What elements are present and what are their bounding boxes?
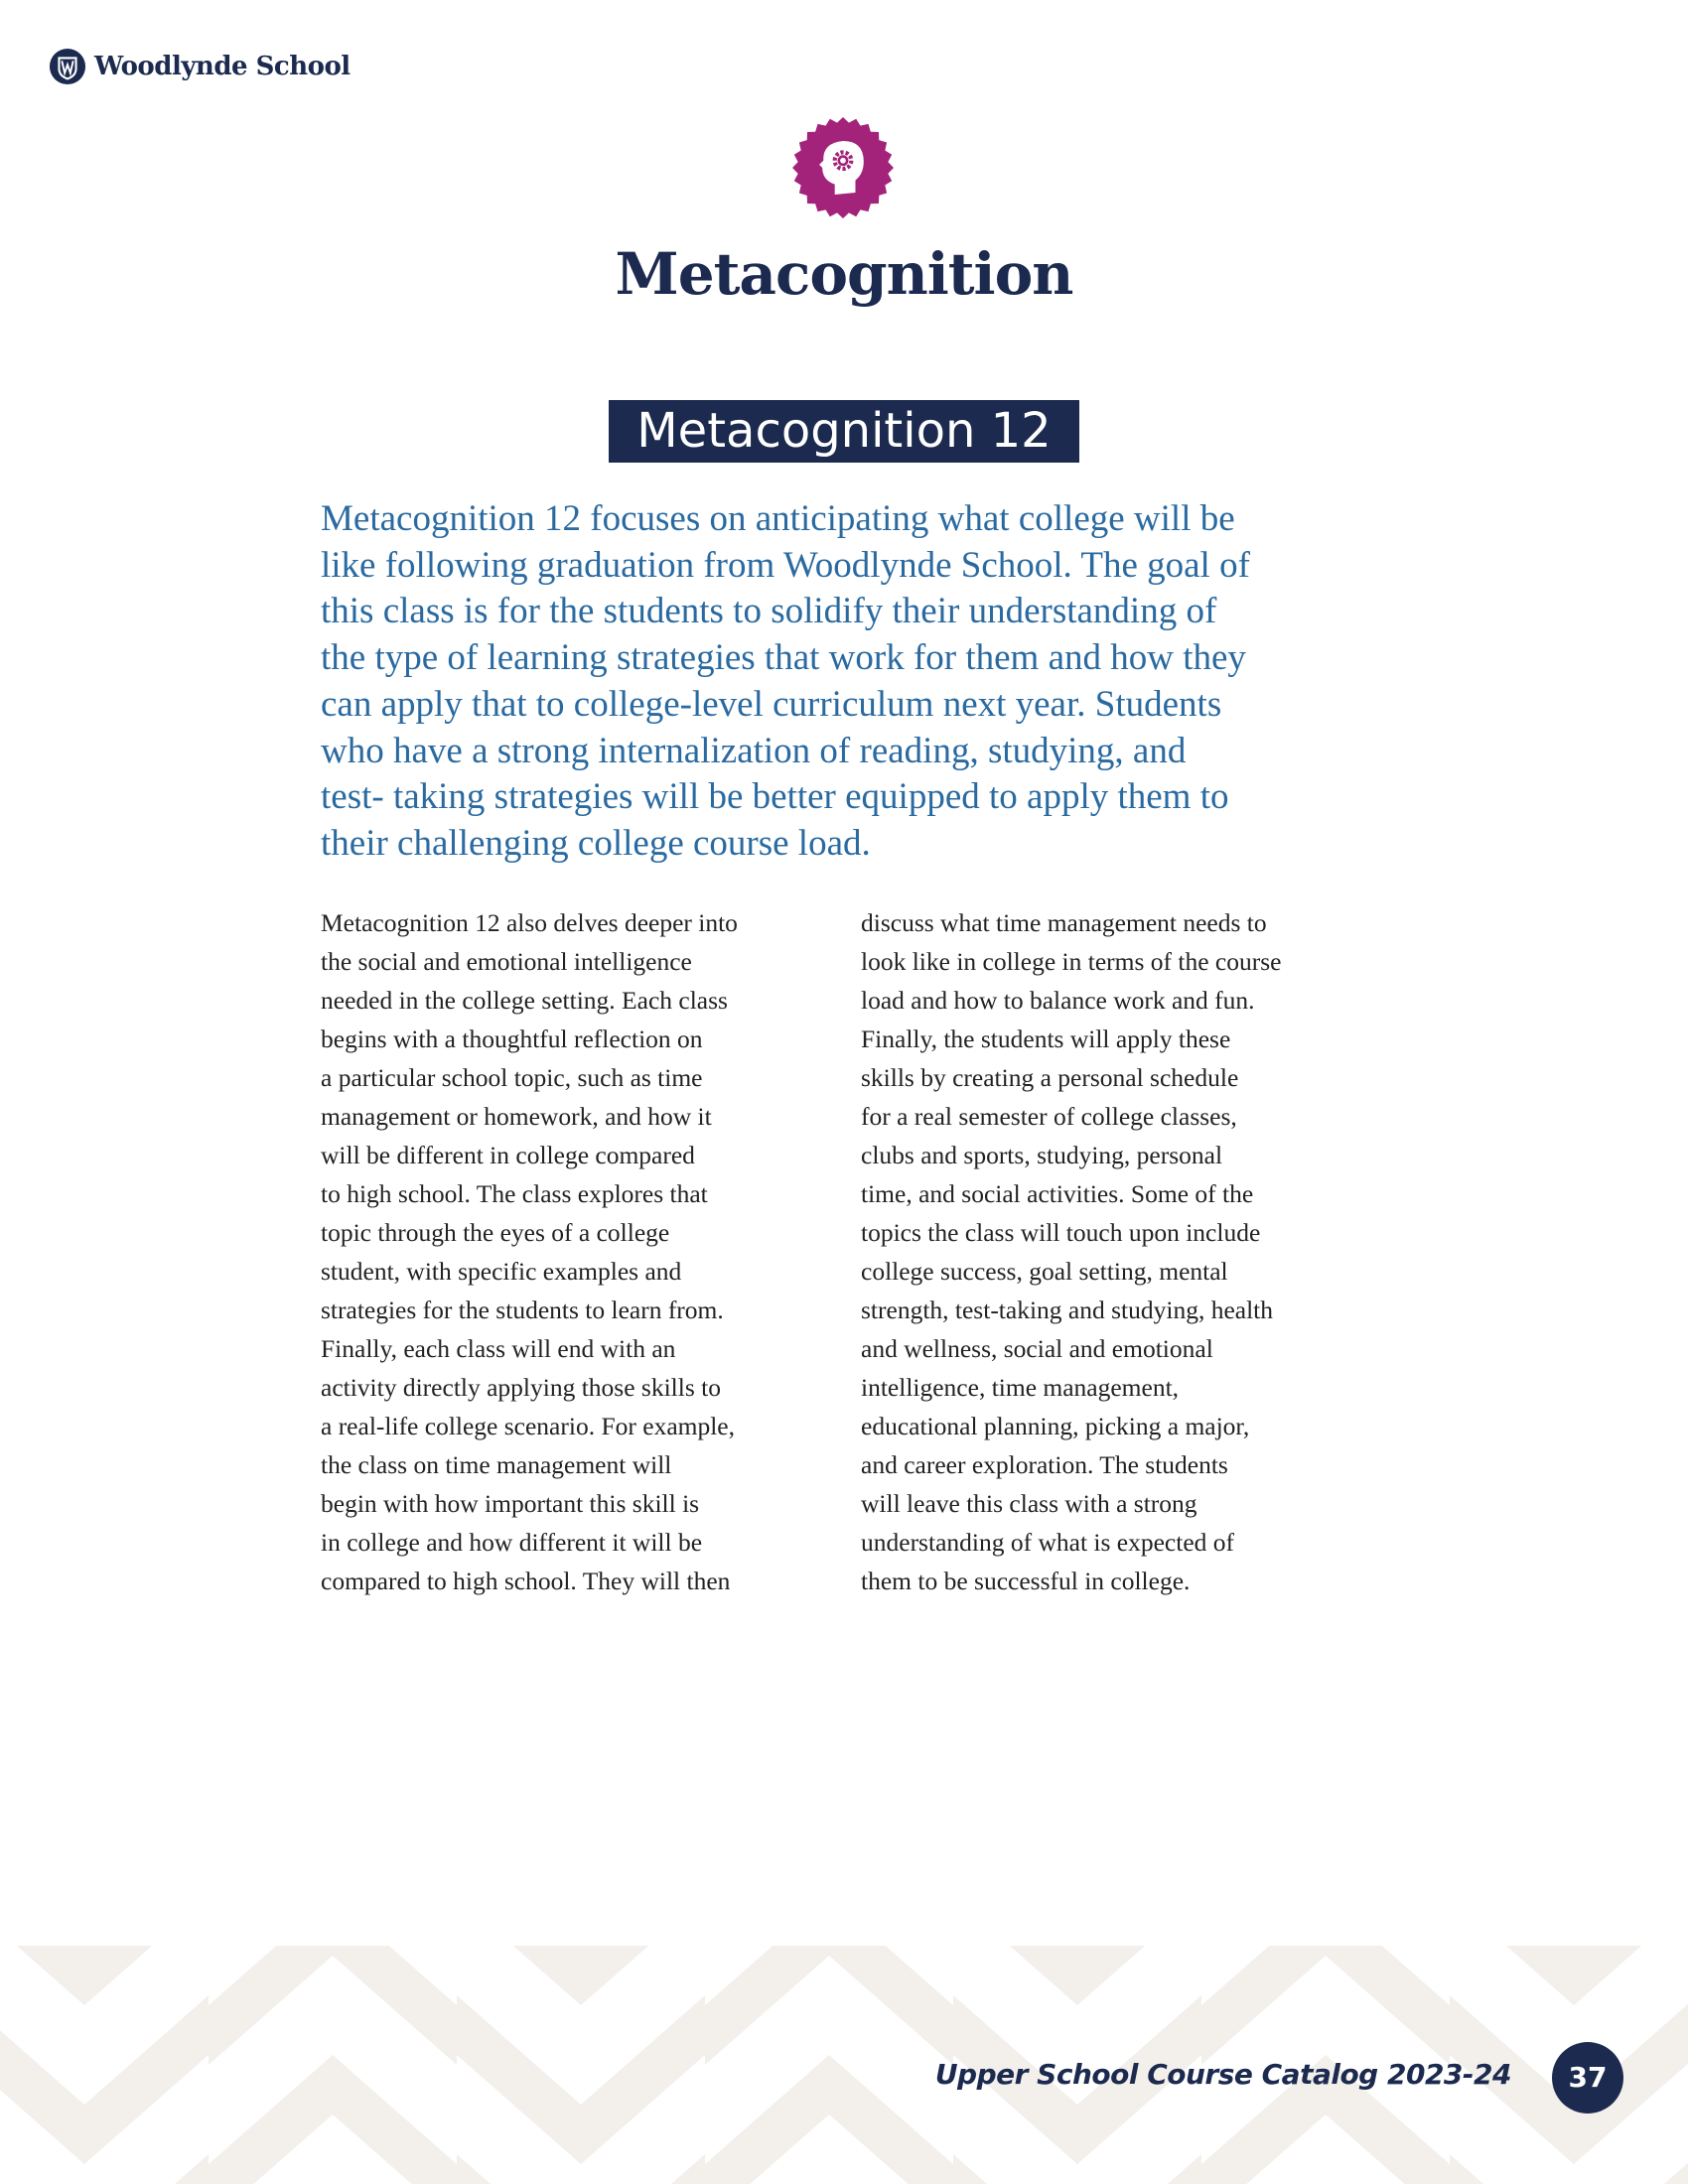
school-logo <box>49 48 351 85</box>
text-line: a particular school topic, such as time <box>321 1063 703 1092</box>
text-line: strength, test-taking and studying, health <box>861 1296 1274 1324</box>
text-line: clubs and sports, studying, personal <box>861 1141 1223 1169</box>
school-name: Woodlynde School <box>94 52 351 81</box>
text-line: load and how to balance work and fun. <box>861 986 1255 1015</box>
text-line: educational planning, picking a major, <box>861 1412 1250 1440</box>
text-line: and career exploration. The students <box>861 1450 1228 1479</box>
text-line: their challenging college course load. <box>321 822 871 864</box>
text-line: begin with how important this skill is <box>321 1489 700 1518</box>
text-line: compared to high school. They will then <box>321 1567 731 1595</box>
text-line: discuss what time management needs to <box>861 908 1267 937</box>
page-number: 37 <box>1552 2042 1623 2114</box>
text-line: management or homework, and how it <box>321 1102 712 1131</box>
text-line: Metacognition 12 also delves deeper into <box>321 908 738 937</box>
text-line: to high school. The class explores that <box>321 1179 708 1208</box>
text-line: who have a strong internalization of reading, studying, and <box>321 730 1187 771</box>
text-line: needed in the college setting. Each class <box>321 986 728 1015</box>
body-column-right <box>861 903 1281 1600</box>
text-line: Finally, the students will apply these <box>861 1024 1231 1053</box>
text-line: skills by creating a personal schedule <box>861 1063 1239 1092</box>
course-title: Metacognition 12 <box>609 400 1079 463</box>
text-line: activity directly applying those skills to <box>321 1373 721 1402</box>
text-line: Metacognition 12 focuses on anticipating what college will be <box>321 498 1235 539</box>
text-line: the social and emotional intelligence <box>321 947 692 976</box>
text-line: for a real semester of college classes, <box>861 1102 1237 1131</box>
head-gear-icon <box>791 116 895 219</box>
text-line: strategies for the students to learn from. <box>321 1296 724 1324</box>
catalog-title: Upper School Course Catalog 2023-24 <box>934 2058 1511 2091</box>
text-line: can apply that to college-level curriculum next year. Students <box>321 683 1222 725</box>
text-line: and wellness, social and emotional <box>861 1334 1213 1363</box>
text-line: student, with specific examples and <box>321 1257 682 1286</box>
text-line: a real-life college scenario. For example, <box>321 1412 736 1440</box>
course-lead-paragraph <box>321 496 1413 868</box>
text-line: this class is for the students to solidify their understanding of <box>321 591 1217 632</box>
text-line: will be different in college compared <box>321 1141 695 1169</box>
text-line: test- taking strategies will be better equipped to apply them to <box>321 776 1229 818</box>
text-line: topic through the eyes of a college <box>321 1218 670 1247</box>
text-line: begins with a thoughtful reflection on <box>321 1024 703 1053</box>
text-line: in college and how different it will be <box>321 1528 703 1557</box>
text-line: college success, goal setting, mental <box>861 1257 1228 1286</box>
body-column-left <box>321 903 738 1600</box>
text-line: the type of learning strategies that work for them and how they <box>321 637 1246 679</box>
text-line: topics the class will touch upon include <box>861 1218 1261 1247</box>
text-line: look like in college in terms of the course <box>861 947 1282 976</box>
text-line: will leave this class with a strong <box>861 1489 1197 1518</box>
text-line: time, and social activities. Some of the <box>861 1179 1254 1208</box>
section-title: Metacognition <box>615 240 1073 308</box>
text-line: them to be successful in college. <box>861 1567 1191 1595</box>
text-line: the class on time management will <box>321 1450 672 1479</box>
shield-monogram-icon <box>49 48 86 85</box>
text-line: like following graduation from Woodlynde School. The goal of <box>321 544 1250 586</box>
text-line: intelligence, time management, <box>861 1373 1180 1402</box>
text-line: Finally, each class will end with an <box>321 1334 676 1363</box>
text-line: understanding of what is expected of <box>861 1528 1235 1557</box>
